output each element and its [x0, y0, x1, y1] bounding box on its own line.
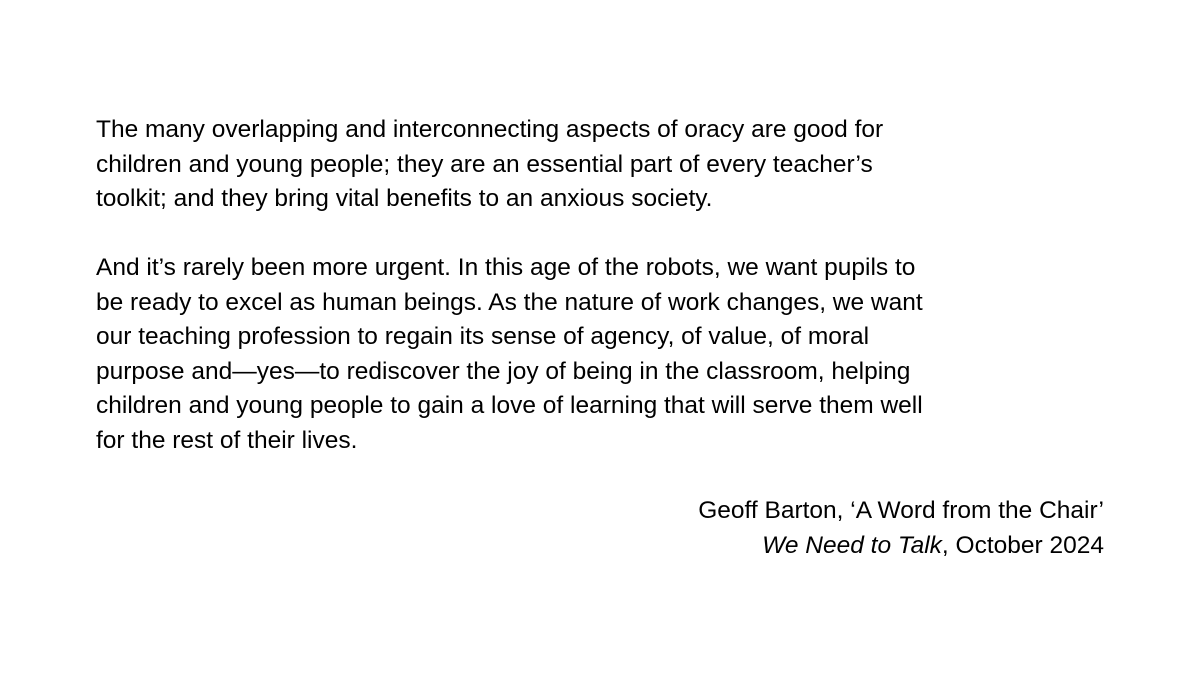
quote-line: be ready to excel as human beings. As the nature of work changes, we want [96, 288, 923, 316]
quote-line: And it’s rarely been more urgent. In this age of the robots, we want pupils to [96, 254, 916, 281]
quote-block [96, 113, 1116, 458]
quote-line: The many overlapping and interconnecting aspects of oracy are good for [96, 116, 884, 143]
quote-line: our teaching profession to regain its sense of agency, of value, of moral [96, 323, 870, 350]
quote-line: for the rest of their lives. [96, 426, 358, 454]
quote-line: children and young people to gain a love of learning that will serve them well [96, 392, 923, 419]
publication-date: , October 2024 [941, 531, 1104, 559]
publication-title: We Need to Talk [762, 531, 942, 559]
quote-paragraph-2 [96, 251, 1116, 458]
paragraph-spacer [96, 217, 1116, 252]
quote-line: purpose and—yes—to rediscover the joy of being in the classroom, helping [96, 357, 911, 385]
quote-line: toolkit; and they bring vital benefits to an anxious society. [96, 185, 713, 212]
attribution-author: Geoff Barton, ‘A Word from the Chair’ [698, 497, 1104, 524]
attribution [698, 494, 1104, 563]
quote-line: children and young people; they are an essential part of every teacher’s [96, 150, 873, 178]
attribution-publication [698, 529, 1104, 564]
quote-paragraph-1 [96, 113, 1116, 217]
